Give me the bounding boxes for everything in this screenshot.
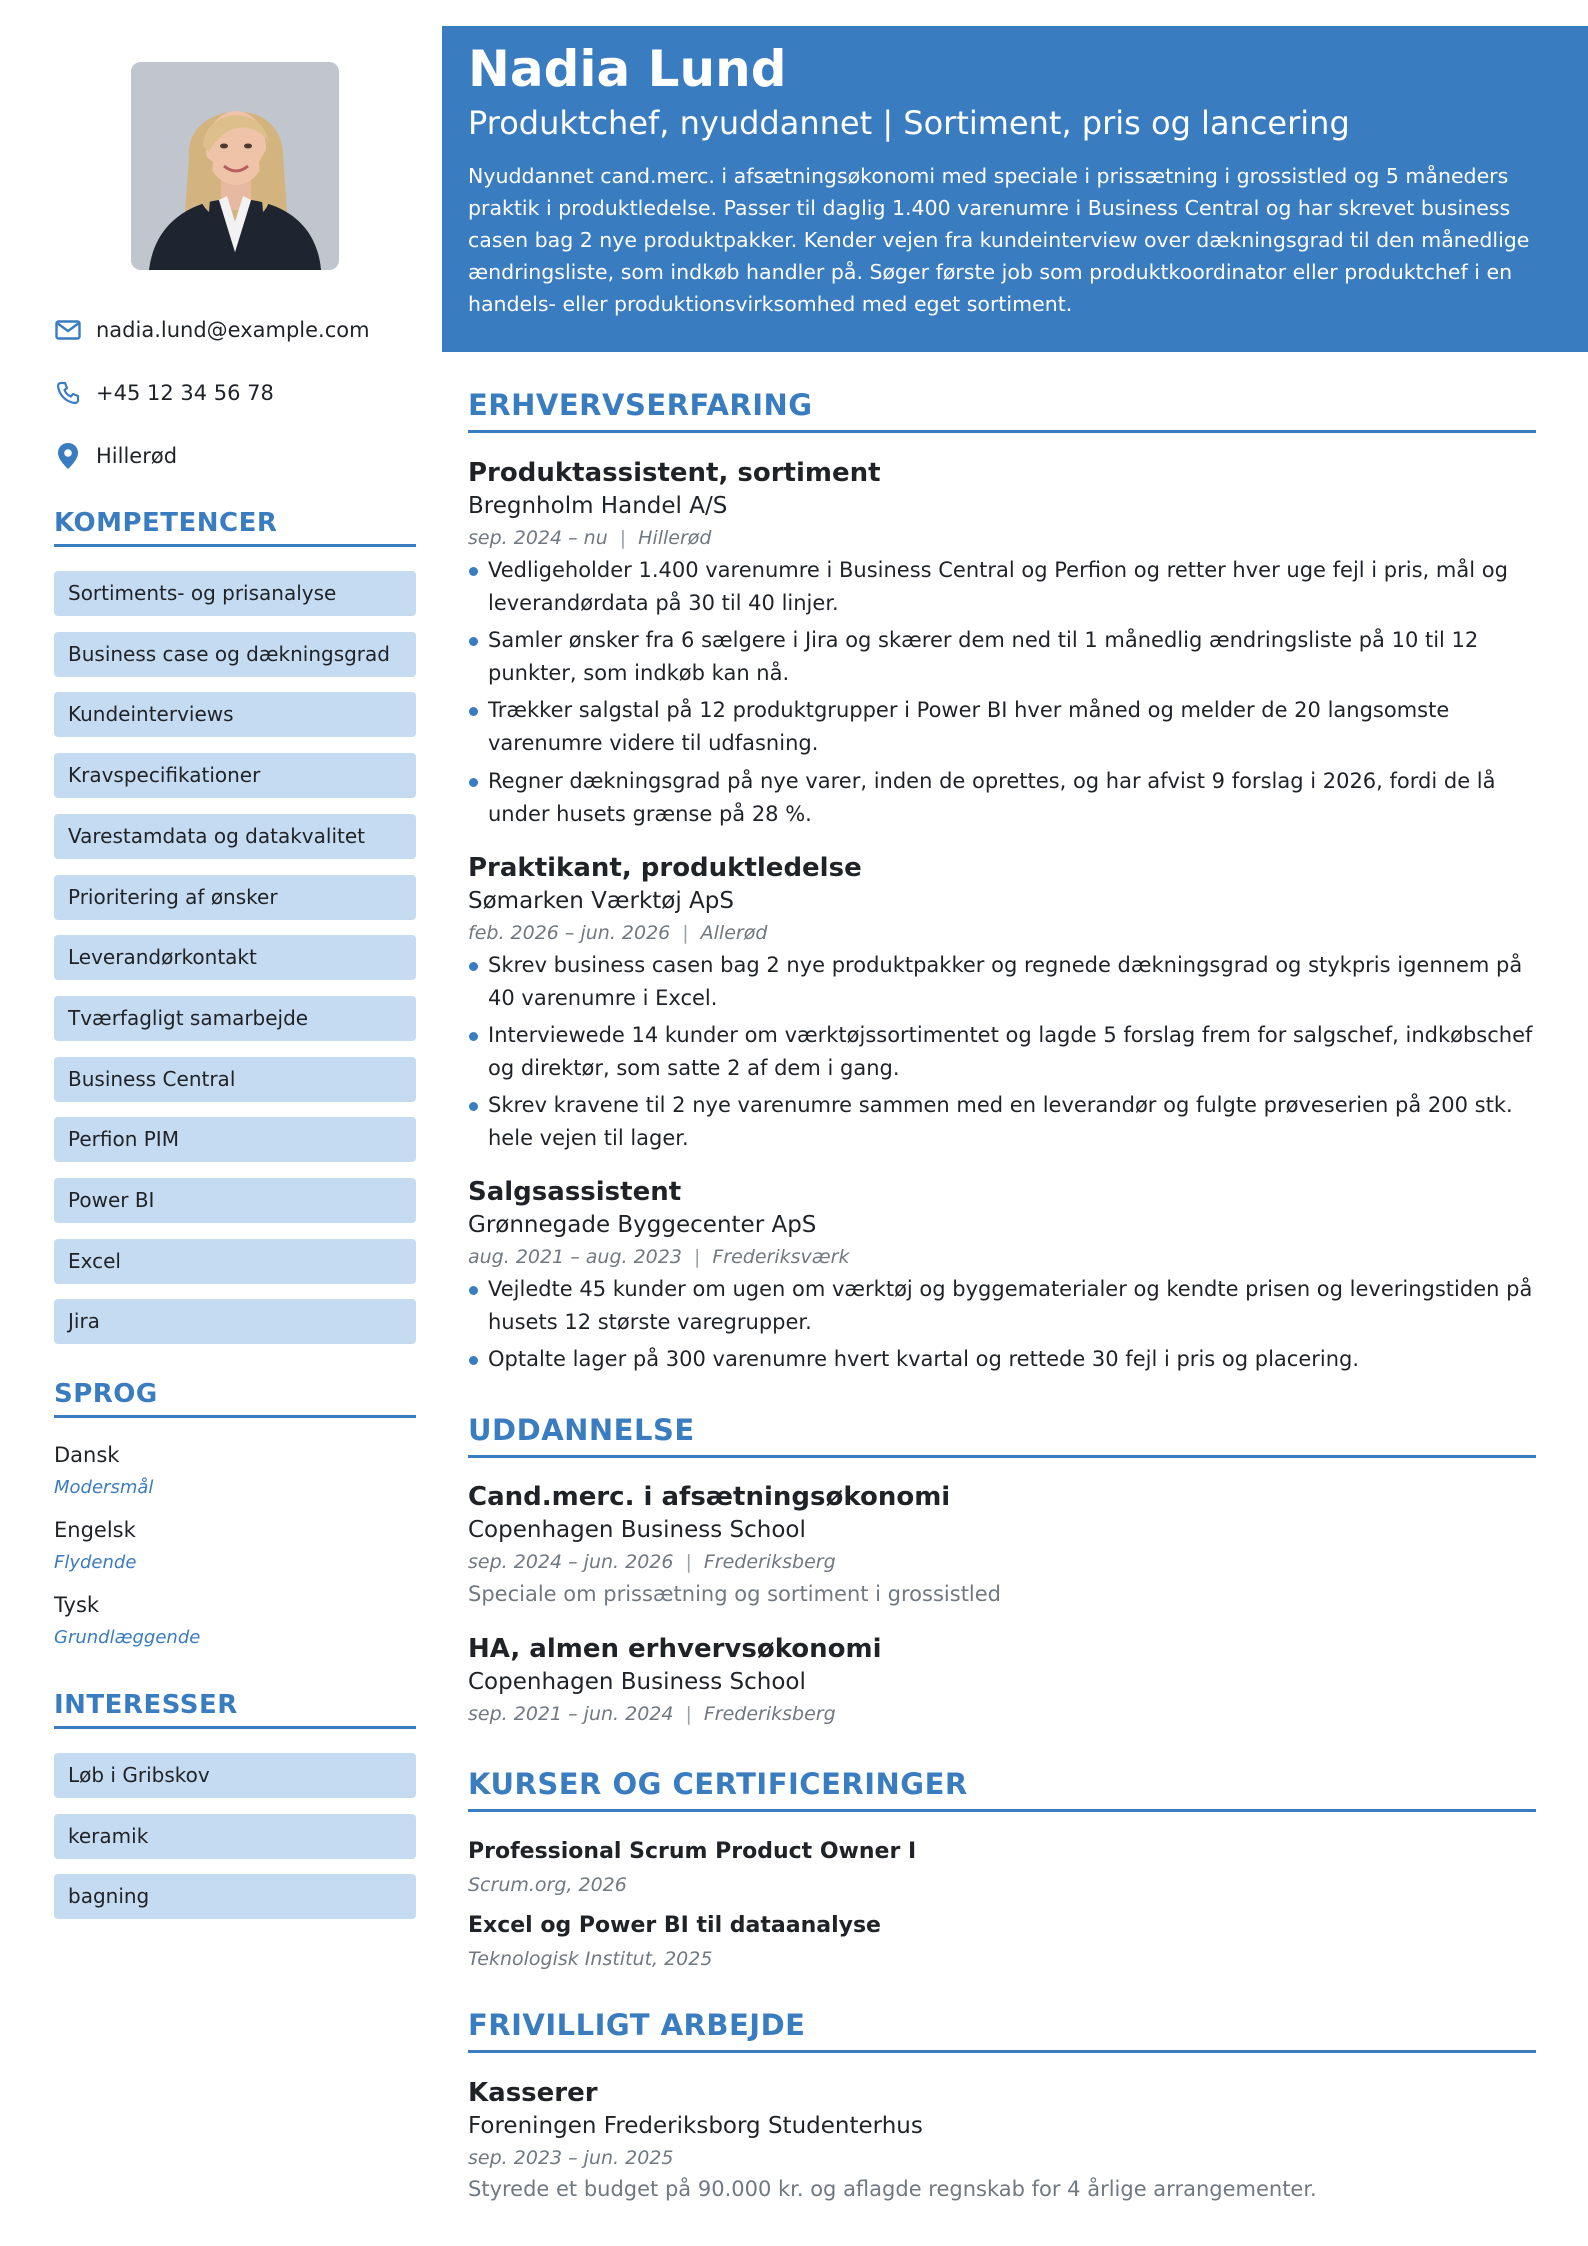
- job-bullet: Samler ønsker fra 6 sælgere i Jira og skærer dem ned til 1 månedlig ændringsliste på 10 til 12 punkter, som indkøb kan nå.: [468, 624, 1544, 690]
- education-school: Copenhagen Business School: [468, 1517, 806, 1543]
- competence-chip: Business case og dækningsgrad: [54, 632, 416, 677]
- job-bullet: Trækker salgstal på 12 produktgrupper i Power BI hver måned og melder de 20 langsomste varenumre videre til udfasning.: [468, 694, 1544, 760]
- experience-heading: ERHVERVSERFARING: [468, 388, 1536, 433]
- job-place: Frederiksværk: [712, 1246, 850, 1268]
- language-level: Flydende: [54, 1552, 137, 1573]
- competence-chip: Tværfagligt samarbejde: [54, 996, 416, 1041]
- header-banner: [442, 26, 1588, 352]
- job-place: Allerød: [700, 922, 768, 944]
- course-org: Scrum.org, 2026: [468, 1874, 627, 1896]
- education-title: HA, almen erhvervsøkonomi: [468, 1634, 882, 1664]
- language-level: Modersmål: [54, 1477, 154, 1498]
- job-bullet: Vejledte 45 kunder om ugen om værktøj og byggematerialer og kendte prisen og leveringstiden på husets 12 største varegrupper.: [468, 1273, 1544, 1339]
- language-name: Tysk: [54, 1593, 100, 1617]
- job-place: Hillerød: [638, 527, 712, 549]
- volunteer-period: sep. 2023 – jun. 2025: [468, 2147, 674, 2169]
- languages-heading: SPROG: [54, 1379, 416, 1418]
- phone-text: +45 12 34 56 78: [96, 381, 274, 405]
- job-title: Praktikant, produktledelse: [468, 853, 862, 883]
- interest-chip: Løb i Gribskov: [54, 1753, 416, 1798]
- volunteer-title: Kasserer: [468, 2078, 598, 2108]
- competences-heading: KOMPETENCER: [54, 508, 416, 547]
- education-meta: sep. 2024 – jun. 2026 | Frederiksberg: [468, 1551, 836, 1573]
- education-heading: UDDANNELSE: [468, 1413, 1536, 1458]
- job-period: aug. 2021 – aug. 2023: [468, 1246, 682, 1268]
- contact-phone[interactable]: [54, 378, 416, 408]
- education-meta: sep. 2021 – jun. 2024 | Frederiksberg: [468, 1703, 836, 1725]
- job-bullet: Vedligeholder 1.400 varenumre i Business Central og Perfion og retter hver uge fejl i pris, mål og leverandørdata på 30 til 40 linjer.: [468, 554, 1544, 620]
- job-bullet: Regner dækningsgrad på nye varer, inden de oprettes, og har afvist 9 forslag i 2026, fordi de lå under husets grænse på 28 %.: [468, 765, 1544, 831]
- competence-chip: Kundeinterviews: [54, 692, 416, 737]
- job-bullet: Interviewede 14 kunder om værktøjssortimentet og lagde 5 forslag frem for salgschef, indkøbschef og direktør, som satte 2 af dem i gang.: [468, 1019, 1544, 1085]
- education-note: Speciale om prissætning og sortiment i grossistled: [468, 1582, 1002, 1606]
- education-title: Cand.merc. i afsætningsøkonomi: [468, 1482, 951, 1512]
- course-org: Teknologisk Institut, 2025: [468, 1948, 713, 1970]
- job-company: Bregnholm Handel A/S: [468, 493, 728, 519]
- competence-chip: Excel: [54, 1239, 416, 1284]
- job-bullet: Skrev business casen bag 2 nye produktpakker og regnede dækningsgrad og stykpris igennem på 40 varenumre i Excel.: [468, 949, 1544, 1015]
- course-name: Excel og Power BI til dataanalyse: [468, 1913, 881, 1938]
- competence-chip: Prioritering af ønsker: [54, 875, 416, 920]
- education-period: sep. 2021 – jun. 2024: [468, 1703, 674, 1725]
- interest-chip: bagning: [54, 1874, 416, 1919]
- education-school: Copenhagen Business School: [468, 1669, 806, 1695]
- competence-chip: Jira: [54, 1299, 416, 1344]
- volunteer-note: Styrede et budget på 90.000 kr. og aflagde regnskab for 4 årlige arrangementer.: [468, 2177, 1317, 2201]
- email-text: nadia.lund@example.com: [96, 318, 370, 342]
- job-period: feb. 2026 – jun. 2026: [468, 922, 671, 944]
- contact-email[interactable]: [54, 315, 416, 345]
- location-text: Hillerød: [96, 444, 178, 468]
- job-title: Produktassistent, sortiment: [468, 458, 881, 488]
- competence-chip: Power BI: [54, 1178, 416, 1223]
- contact-location: [54, 441, 416, 471]
- job-meta: aug. 2021 – aug. 2023 | Frederiksværk: [468, 1246, 850, 1268]
- candidate-name: Nadia Lund: [468, 40, 787, 98]
- education-place: Frederiksberg: [703, 1551, 836, 1573]
- job-meta: feb. 2026 – jun. 2026 | Allerød: [468, 922, 768, 944]
- competence-chip: Leverandørkontakt: [54, 935, 416, 980]
- profile-summary: Nyuddannet cand.merc. i afsætningsøkonomi med speciale i prissætning i grossistled og 5 måneders praktik i produktledelse. Passer til daglig 1.400 varenumre i Business Central og har skrevet business casen bag 2 nye produktpakker. Kender vejen fra kundeinterview over dækningsgrad til den månedlige ændringsliste, som indkøb handler på. Søger første job som produktkoordinator eller produktchef i en handels- eller produktionsvirksomhed med eget sortiment.: [468, 164, 1530, 316]
- course-name: Professional Scrum Product Owner I: [468, 1839, 917, 1864]
- education-place: Frederiksberg: [703, 1703, 836, 1725]
- language-name: Engelsk: [54, 1518, 136, 1542]
- courses-heading: KURSER OG CERTIFICERINGER: [468, 1767, 1536, 1812]
- competence-chip: Business Central: [54, 1057, 416, 1102]
- interests-heading: INTERESSER: [54, 1690, 416, 1729]
- job-meta: sep. 2024 – nu | Hillerød: [468, 527, 712, 549]
- job-title: Salgsassistent: [468, 1177, 682, 1207]
- mail-icon: [54, 316, 82, 344]
- candidate-role: Produktchef, nyuddannet | Sortiment, pris og lancering: [468, 104, 1350, 142]
- language-level: Grundlæggende: [54, 1627, 201, 1648]
- job-period: sep. 2024 – nu: [468, 527, 608, 549]
- volunteer-heading: FRIVILLIGT ARBEJDE: [468, 2008, 1536, 2053]
- phone-icon: [54, 379, 82, 407]
- profile-photo: [131, 62, 339, 270]
- interest-chip: keramik: [54, 1814, 416, 1859]
- competence-chip: Kravspecifikationer: [54, 753, 416, 798]
- volunteer-org: Foreningen Frederiksborg Studenterhus: [468, 2113, 923, 2139]
- job-company: Sømarken Værktøj ApS: [468, 888, 734, 914]
- job-bullet: Optalte lager på 300 varenumre hvert kvartal og rettede 30 fejl i pris og placering.: [468, 1343, 1544, 1376]
- location-pin-icon: [54, 442, 82, 470]
- job-company: Grønnegade Byggecenter ApS: [468, 1212, 817, 1238]
- competence-chip: Sortiments- og prisanalyse: [54, 571, 416, 616]
- competence-chip: Varestamdata og datakvalitet: [54, 814, 416, 859]
- language-name: Dansk: [54, 1443, 120, 1467]
- job-bullet: Skrev kravene til 2 nye varenumre sammen med en leverandør og fulgte prøveserien på 200 stk. hele vejen til lager.: [468, 1089, 1544, 1155]
- competence-chip: Perfion PIM: [54, 1117, 416, 1162]
- education-period: sep. 2024 – jun. 2026: [468, 1551, 674, 1573]
